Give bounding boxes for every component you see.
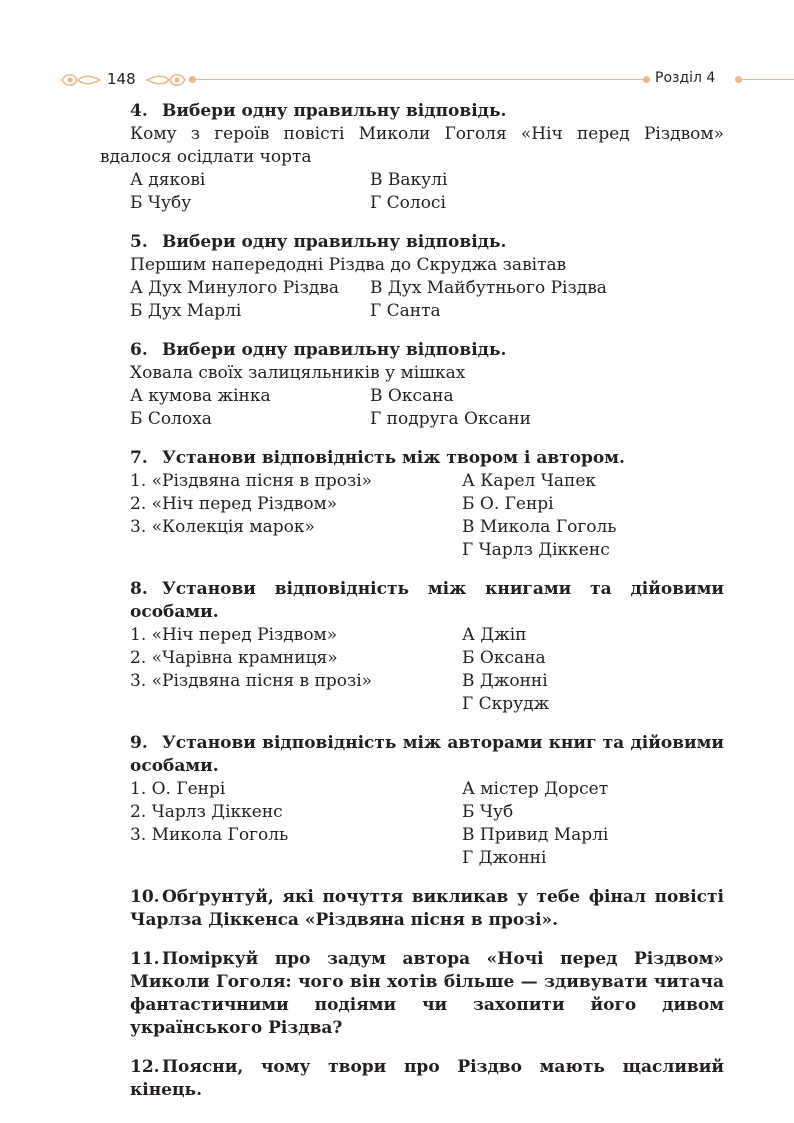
match-left: 3. «Колекція марок» [130, 517, 315, 537]
question-11 [100, 948, 724, 1040]
match-right: Г Чарлз Діккенс [462, 540, 610, 560]
match-right: Б О. Генрі [462, 494, 554, 514]
question-title: 7. Установи відповідність між твором і автором. [130, 448, 625, 468]
option: В Дух Майбутнього Різдва [370, 278, 607, 298]
match-left [100, 693, 462, 716]
match-left: 1. «Різдвяна пісня в прозі» [130, 471, 373, 491]
header-rule [195, 79, 645, 80]
header-dot [643, 76, 650, 83]
left-ornament-icon [60, 72, 102, 88]
question-text: Ховала своїх залицяльників у мішках [130, 363, 466, 383]
question-6 [100, 339, 724, 431]
option: А Дух Минулого Різдва [130, 278, 340, 298]
section-label: Розділ 4 [655, 70, 716, 86]
match-right: В Джонні [462, 671, 548, 691]
question-10 [100, 886, 724, 932]
question-title: 5. Вибери одну правильну відповідь. [130, 232, 507, 252]
match-right: Г Скрудж [462, 694, 550, 714]
match-left: 1. «Ніч перед Різдвом» [130, 625, 338, 645]
option: Б Дух Марлі [130, 301, 242, 321]
match-right: А Джіп [462, 625, 527, 645]
match-right: Б Чуб [462, 802, 514, 822]
option: Г подруга Оксани [370, 409, 531, 429]
question-text: Першим напередодні Різдва до Скруджа завітав [130, 255, 567, 275]
option: Б Чубу [130, 193, 192, 213]
question-7 [100, 447, 724, 562]
match-left: 3. «Різдвяна пісня в прозі» [130, 671, 373, 691]
match-right: В Привид Марлі [462, 825, 609, 845]
match-right: Г Джонні [462, 848, 547, 868]
question-12 [100, 1056, 724, 1102]
match-left: 2. «Чарівна крамниця» [130, 648, 338, 668]
match-right: В Микола Гоголь [462, 517, 617, 537]
option: Г Санта [370, 301, 441, 321]
question-title: 4. Вибери одну правильну відповідь. [130, 101, 507, 121]
match-right: А Карел Чапек [462, 471, 597, 491]
page-header [0, 68, 794, 92]
question-title: 6. Вибери одну правильну відповідь. [130, 340, 507, 360]
exercise-list [100, 100, 724, 1118]
question-title: 11. Поміркуй про задум автора «Ночі перед Різдвом» Миколи Гоголя: чого він хотів більше — здивувати читача фантастичними подіями чи захопити його дивом українського Різдва? [130, 949, 724, 1038]
option: А дякові [130, 170, 206, 190]
match-left: 3. Микола Гоголь [130, 825, 289, 845]
question-9 [100, 732, 724, 870]
question-5 [100, 231, 724, 323]
question-title: 9. Установи відповідність між авторами книг та дійовими особами. [130, 733, 724, 776]
option: Г Солосі [370, 193, 446, 213]
page-number: 148 [107, 70, 136, 88]
question-title: 10. Обґрунтуй, які почуття викликав у тебе фінал повісті Чарлза Діккенса «Різдвяна пісня в прозі». [130, 887, 724, 930]
match-right: Б Оксана [462, 648, 546, 668]
question-4 [100, 100, 724, 215]
header-rule-right [741, 79, 794, 80]
question-title: 12. Поясни, чому твори про Різдво мають щасливий кінець. [130, 1057, 724, 1100]
option: А кумова жінка [130, 386, 271, 406]
question-title: 8. Установи відповідність між книгами та дійовими особами. [130, 579, 724, 622]
match-left: 2. Чарлз Діккенс [130, 802, 283, 822]
option: Б Солоха [130, 409, 212, 429]
match-left: 1. О. Генрі [130, 779, 226, 799]
right-ornament-icon [145, 72, 187, 88]
option: В Вакулі [370, 170, 448, 190]
question-text: Кому з героїв повісті Миколи Гоголя «Ніч перед Різдвом» вдалося осідлати чорта [100, 124, 724, 167]
match-right: А містер Дорсет [462, 779, 609, 799]
match-left [100, 847, 462, 870]
question-8 [100, 578, 724, 716]
match-left: 2. «Ніч перед Різдвом» [130, 494, 338, 514]
match-left [100, 539, 462, 562]
option: В Оксана [370, 386, 454, 406]
